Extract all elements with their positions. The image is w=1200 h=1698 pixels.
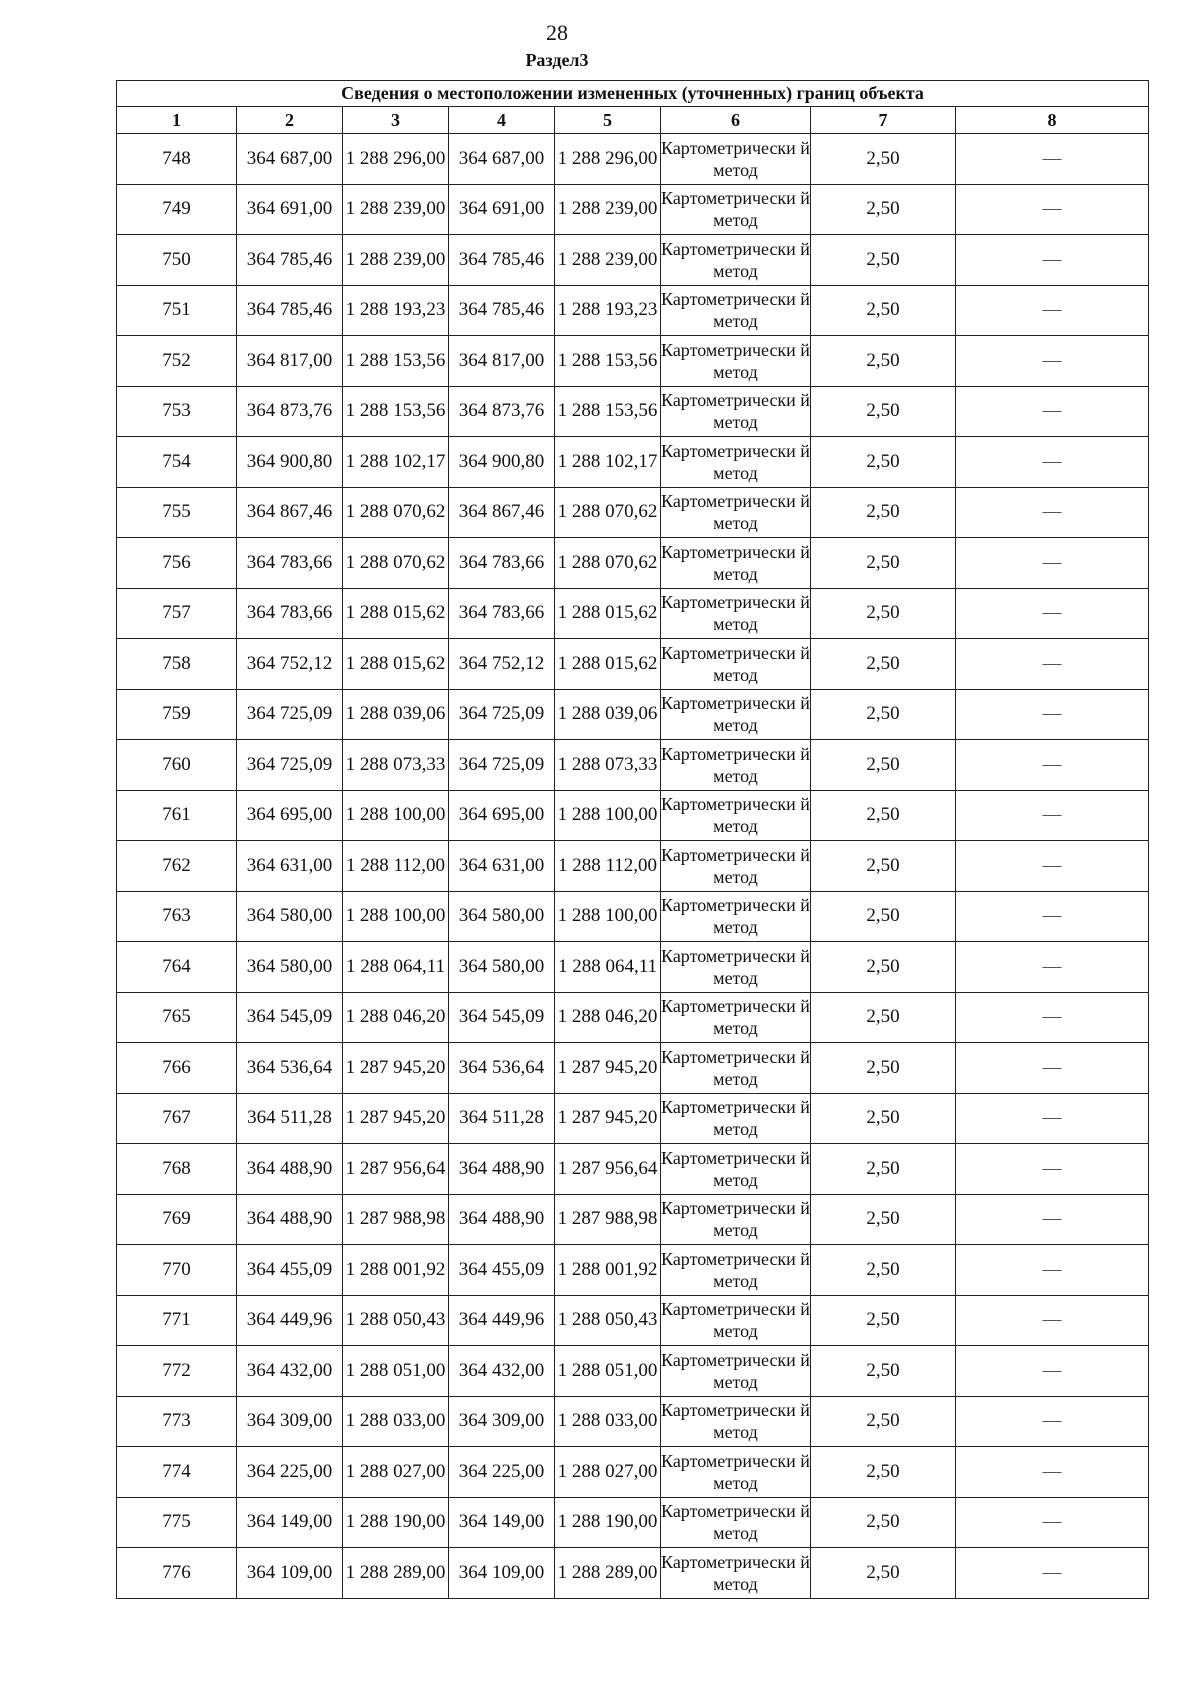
refined-x-cell: 364 785,46 xyxy=(449,235,555,286)
existing-x-cell: 364 225,00 xyxy=(237,1447,343,1498)
table-caption: Сведения о местоположении измененных (уточненных) границ объекта xyxy=(117,81,1149,107)
existing-y-cell: 1 288 050,43 xyxy=(343,1295,449,1346)
note-cell: — xyxy=(956,942,1149,993)
point-number-cell: 758 xyxy=(117,639,237,690)
table-row xyxy=(117,942,1149,993)
refined-y-cell: 1 287 945,20 xyxy=(555,1043,661,1094)
refined-x-cell: 364 783,66 xyxy=(449,538,555,589)
refined-y-cell: 1 288 039,06 xyxy=(555,689,661,740)
refined-y-cell: 1 288 112,00 xyxy=(555,841,661,892)
table-row xyxy=(117,588,1149,639)
note-cell: — xyxy=(956,1346,1149,1397)
refined-y-cell: 1 288 153,56 xyxy=(555,336,661,387)
refined-y-cell: 1 288 100,00 xyxy=(555,891,661,942)
table-row xyxy=(117,1548,1149,1599)
existing-x-cell: 364 536,64 xyxy=(237,1043,343,1094)
table-row xyxy=(117,487,1149,538)
accuracy-cell: 2,50 xyxy=(811,1194,956,1245)
point-number-cell: 754 xyxy=(117,437,237,488)
note-cell: — xyxy=(956,891,1149,942)
point-number-cell: 759 xyxy=(117,689,237,740)
existing-x-cell: 364 752,12 xyxy=(237,639,343,690)
boundary-coordinates-table xyxy=(116,80,1149,1599)
note-cell: — xyxy=(956,790,1149,841)
existing-x-cell: 364 449,96 xyxy=(237,1295,343,1346)
accuracy-cell: 2,50 xyxy=(811,538,956,589)
accuracy-cell: 2,50 xyxy=(811,134,956,185)
accuracy-cell: 2,50 xyxy=(811,942,956,993)
existing-y-cell: 1 288 153,56 xyxy=(343,386,449,437)
existing-x-cell: 364 488,90 xyxy=(237,1144,343,1195)
table-row xyxy=(117,639,1149,690)
existing-x-cell: 364 109,00 xyxy=(237,1548,343,1599)
accuracy-cell: 2,50 xyxy=(811,487,956,538)
method-cell: Картометрически й метод xyxy=(661,336,811,387)
refined-y-cell: 1 288 050,43 xyxy=(555,1295,661,1346)
note-cell: — xyxy=(956,588,1149,639)
point-number-cell: 773 xyxy=(117,1396,237,1447)
accuracy-cell: 2,50 xyxy=(811,336,956,387)
existing-x-cell: 364 545,09 xyxy=(237,992,343,1043)
accuracy-cell: 2,50 xyxy=(811,1144,956,1195)
note-cell: — xyxy=(956,336,1149,387)
existing-x-cell: 364 149,00 xyxy=(237,1497,343,1548)
note-cell: — xyxy=(956,235,1149,286)
refined-x-cell: 364 545,09 xyxy=(449,992,555,1043)
table-row xyxy=(117,336,1149,387)
accuracy-cell: 2,50 xyxy=(811,689,956,740)
note-cell: — xyxy=(956,386,1149,437)
note-cell: — xyxy=(956,1245,1149,1296)
note-cell: — xyxy=(956,639,1149,690)
note-cell: — xyxy=(956,1043,1149,1094)
refined-x-cell: 364 511,28 xyxy=(449,1093,555,1144)
table-row xyxy=(117,285,1149,336)
note-cell: — xyxy=(956,134,1149,185)
method-cell: Картометрически й метод xyxy=(661,1447,811,1498)
existing-x-cell: 364 455,09 xyxy=(237,1245,343,1296)
accuracy-cell: 2,50 xyxy=(811,285,956,336)
existing-x-cell: 364 873,76 xyxy=(237,386,343,437)
refined-x-cell: 364 691,00 xyxy=(449,184,555,235)
existing-y-cell: 1 287 956,64 xyxy=(343,1144,449,1195)
accuracy-cell: 2,50 xyxy=(811,1548,956,1599)
column-number-header: 5 xyxy=(555,107,661,134)
method-cell: Картометрически й метод xyxy=(661,740,811,791)
note-cell: — xyxy=(956,1447,1149,1498)
note-cell: — xyxy=(956,689,1149,740)
existing-y-cell: 1 288 001,92 xyxy=(343,1245,449,1296)
method-cell: Картометрически й метод xyxy=(661,1346,811,1397)
existing-y-cell: 1 288 296,00 xyxy=(343,134,449,185)
refined-x-cell: 364 725,09 xyxy=(449,689,555,740)
refined-y-cell: 1 287 988,98 xyxy=(555,1194,661,1245)
point-number-cell: 768 xyxy=(117,1144,237,1195)
existing-x-cell: 364 309,00 xyxy=(237,1396,343,1447)
existing-y-cell: 1 288 046,20 xyxy=(343,992,449,1043)
refined-y-cell: 1 288 001,92 xyxy=(555,1245,661,1296)
table-row xyxy=(117,1245,1149,1296)
refined-y-cell: 1 288 193,23 xyxy=(555,285,661,336)
existing-x-cell: 364 488,90 xyxy=(237,1194,343,1245)
method-cell: Картометрически й метод xyxy=(661,134,811,185)
refined-y-cell: 1 288 051,00 xyxy=(555,1346,661,1397)
method-cell: Картометрически й метод xyxy=(661,1497,811,1548)
table-row xyxy=(117,1447,1149,1498)
table-row xyxy=(117,134,1149,185)
existing-y-cell: 1 288 289,00 xyxy=(343,1548,449,1599)
method-cell: Картометрически й метод xyxy=(661,1043,811,1094)
existing-y-cell: 1 288 015,62 xyxy=(343,588,449,639)
existing-y-cell: 1 288 153,56 xyxy=(343,336,449,387)
table-row xyxy=(117,235,1149,286)
existing-y-cell: 1 288 070,62 xyxy=(343,487,449,538)
point-number-cell: 763 xyxy=(117,891,237,942)
existing-x-cell: 364 817,00 xyxy=(237,336,343,387)
accuracy-cell: 2,50 xyxy=(811,841,956,892)
point-number-cell: 753 xyxy=(117,386,237,437)
point-number-cell: 767 xyxy=(117,1093,237,1144)
existing-x-cell: 364 580,00 xyxy=(237,942,343,993)
note-cell: — xyxy=(956,1396,1149,1447)
column-number-header: 2 xyxy=(237,107,343,134)
note-cell: — xyxy=(956,437,1149,488)
point-number-cell: 769 xyxy=(117,1194,237,1245)
table-row xyxy=(117,1144,1149,1195)
method-cell: Картометрически й метод xyxy=(661,841,811,892)
method-cell: Картометрически й метод xyxy=(661,386,811,437)
note-cell: — xyxy=(956,487,1149,538)
accuracy-cell: 2,50 xyxy=(811,639,956,690)
existing-y-cell: 1 288 033,00 xyxy=(343,1396,449,1447)
point-number-cell: 755 xyxy=(117,487,237,538)
method-cell: Картометрически й метод xyxy=(661,639,811,690)
existing-y-cell: 1 288 100,00 xyxy=(343,891,449,942)
refined-x-cell: 364 225,00 xyxy=(449,1447,555,1498)
note-cell: — xyxy=(956,285,1149,336)
refined-y-cell: 1 288 033,00 xyxy=(555,1396,661,1447)
method-cell: Картометрически й метод xyxy=(661,184,811,235)
refined-y-cell: 1 288 070,62 xyxy=(555,487,661,538)
refined-x-cell: 364 631,00 xyxy=(449,841,555,892)
existing-x-cell: 364 900,80 xyxy=(237,437,343,488)
refined-y-cell: 1 288 070,62 xyxy=(555,538,661,589)
refined-x-cell: 364 867,46 xyxy=(449,487,555,538)
table-row xyxy=(117,891,1149,942)
table-row xyxy=(117,1396,1149,1447)
accuracy-cell: 2,50 xyxy=(811,1043,956,1094)
existing-y-cell: 1 288 015,62 xyxy=(343,639,449,690)
accuracy-cell: 2,50 xyxy=(811,1346,956,1397)
existing-y-cell: 1 288 039,06 xyxy=(343,689,449,740)
column-number-header: 7 xyxy=(811,107,956,134)
accuracy-cell: 2,50 xyxy=(811,184,956,235)
refined-y-cell: 1 287 956,64 xyxy=(555,1144,661,1195)
existing-y-cell: 1 288 070,62 xyxy=(343,538,449,589)
existing-y-cell: 1 288 190,00 xyxy=(343,1497,449,1548)
existing-x-cell: 364 432,00 xyxy=(237,1346,343,1397)
table-row xyxy=(117,1194,1149,1245)
refined-y-cell: 1 288 296,00 xyxy=(555,134,661,185)
refined-x-cell: 364 580,00 xyxy=(449,942,555,993)
existing-y-cell: 1 288 193,23 xyxy=(343,285,449,336)
method-cell: Картометрически й метод xyxy=(661,1396,811,1447)
note-cell: — xyxy=(956,538,1149,589)
accuracy-cell: 2,50 xyxy=(811,992,956,1043)
existing-x-cell: 364 783,66 xyxy=(237,538,343,589)
existing-x-cell: 364 867,46 xyxy=(237,487,343,538)
note-cell: — xyxy=(956,992,1149,1043)
point-number-cell: 751 xyxy=(117,285,237,336)
existing-y-cell: 1 288 112,00 xyxy=(343,841,449,892)
table-row xyxy=(117,740,1149,791)
method-cell: Картометрически й метод xyxy=(661,1548,811,1599)
refined-x-cell: 364 432,00 xyxy=(449,1346,555,1397)
point-number-cell: 775 xyxy=(117,1497,237,1548)
refined-x-cell: 364 873,76 xyxy=(449,386,555,437)
point-number-cell: 756 xyxy=(117,538,237,589)
column-number-header: 6 xyxy=(661,107,811,134)
page-number: 28 xyxy=(546,20,568,45)
refined-y-cell: 1 288 190,00 xyxy=(555,1497,661,1548)
method-cell: Картометрически й метод xyxy=(661,1093,811,1144)
existing-y-cell: 1 288 239,00 xyxy=(343,235,449,286)
column-number-header: 8 xyxy=(956,107,1149,134)
refined-x-cell: 364 536,64 xyxy=(449,1043,555,1094)
refined-x-cell: 364 488,90 xyxy=(449,1194,555,1245)
method-cell: Картометрически й метод xyxy=(661,790,811,841)
refined-y-cell: 1 288 239,00 xyxy=(555,184,661,235)
point-number-cell: 762 xyxy=(117,841,237,892)
existing-x-cell: 364 785,46 xyxy=(237,235,343,286)
refined-x-cell: 364 455,09 xyxy=(449,1245,555,1296)
point-number-cell: 757 xyxy=(117,588,237,639)
accuracy-cell: 2,50 xyxy=(811,1396,956,1447)
existing-x-cell: 364 725,09 xyxy=(237,689,343,740)
table-row xyxy=(117,992,1149,1043)
accuracy-cell: 2,50 xyxy=(811,891,956,942)
refined-y-cell: 1 288 027,00 xyxy=(555,1447,661,1498)
accuracy-cell: 2,50 xyxy=(811,1093,956,1144)
table-row xyxy=(117,841,1149,892)
method-cell: Картометрически й метод xyxy=(661,487,811,538)
method-cell: Картометрически й метод xyxy=(661,538,811,589)
table-row xyxy=(117,386,1149,437)
refined-x-cell: 364 695,00 xyxy=(449,790,555,841)
method-cell: Картометрически й метод xyxy=(661,437,811,488)
point-number-cell: 761 xyxy=(117,790,237,841)
existing-y-cell: 1 287 945,20 xyxy=(343,1043,449,1094)
note-cell: — xyxy=(956,184,1149,235)
table-row xyxy=(117,1295,1149,1346)
existing-x-cell: 364 725,09 xyxy=(237,740,343,791)
existing-y-cell: 1 288 100,00 xyxy=(343,790,449,841)
point-number-cell: 776 xyxy=(117,1548,237,1599)
refined-y-cell: 1 288 015,62 xyxy=(555,588,661,639)
accuracy-cell: 2,50 xyxy=(811,1497,956,1548)
method-cell: Картометрически й метод xyxy=(661,285,811,336)
existing-x-cell: 364 691,00 xyxy=(237,184,343,235)
note-cell: — xyxy=(956,1194,1149,1245)
refined-y-cell: 1 288 102,17 xyxy=(555,437,661,488)
accuracy-cell: 2,50 xyxy=(811,790,956,841)
existing-y-cell: 1 288 051,00 xyxy=(343,1346,449,1397)
method-cell: Картометрически й метод xyxy=(661,1144,811,1195)
accuracy-cell: 2,50 xyxy=(811,437,956,488)
table-row xyxy=(117,1346,1149,1397)
existing-y-cell: 1 288 102,17 xyxy=(343,437,449,488)
point-number-cell: 749 xyxy=(117,184,237,235)
table-row xyxy=(117,437,1149,488)
refined-x-cell: 364 783,66 xyxy=(449,588,555,639)
table-row xyxy=(117,184,1149,235)
existing-y-cell: 1 287 945,20 xyxy=(343,1093,449,1144)
refined-x-cell: 364 725,09 xyxy=(449,740,555,791)
point-number-cell: 766 xyxy=(117,1043,237,1094)
refined-x-cell: 364 109,00 xyxy=(449,1548,555,1599)
note-cell: — xyxy=(956,841,1149,892)
refined-x-cell: 364 817,00 xyxy=(449,336,555,387)
table-row xyxy=(117,538,1149,589)
existing-y-cell: 1 288 027,00 xyxy=(343,1447,449,1498)
section-title: Раздел3 xyxy=(525,50,589,70)
refined-x-cell: 364 149,00 xyxy=(449,1497,555,1548)
existing-y-cell: 1 288 073,33 xyxy=(343,740,449,791)
accuracy-cell: 2,50 xyxy=(811,740,956,791)
existing-y-cell: 1 288 239,00 xyxy=(343,184,449,235)
accuracy-cell: 2,50 xyxy=(811,1295,956,1346)
refined-y-cell: 1 288 073,33 xyxy=(555,740,661,791)
point-number-cell: 760 xyxy=(117,740,237,791)
method-cell: Картометрически й метод xyxy=(661,1295,811,1346)
refined-x-cell: 364 488,90 xyxy=(449,1144,555,1195)
point-number-cell: 764 xyxy=(117,942,237,993)
existing-x-cell: 364 580,00 xyxy=(237,891,343,942)
existing-x-cell: 364 695,00 xyxy=(237,790,343,841)
note-cell: — xyxy=(956,1144,1149,1195)
column-number-header: 3 xyxy=(343,107,449,134)
table-row xyxy=(117,1093,1149,1144)
accuracy-cell: 2,50 xyxy=(811,1447,956,1498)
point-number-cell: 774 xyxy=(117,1447,237,1498)
note-cell: — xyxy=(956,1295,1149,1346)
refined-y-cell: 1 288 046,20 xyxy=(555,992,661,1043)
method-cell: Картометрически й метод xyxy=(661,992,811,1043)
refined-x-cell: 364 580,00 xyxy=(449,891,555,942)
point-number-cell: 752 xyxy=(117,336,237,387)
existing-x-cell: 364 783,66 xyxy=(237,588,343,639)
refined-y-cell: 1 288 239,00 xyxy=(555,235,661,286)
refined-x-cell: 364 752,12 xyxy=(449,639,555,690)
existing-x-cell: 364 631,00 xyxy=(237,841,343,892)
refined-y-cell: 1 288 015,62 xyxy=(555,639,661,690)
existing-y-cell: 1 288 064,11 xyxy=(343,942,449,993)
point-number-cell: 771 xyxy=(117,1295,237,1346)
method-cell: Картометрически й метод xyxy=(661,235,811,286)
method-cell: Картометрически й метод xyxy=(661,1245,811,1296)
refined-y-cell: 1 288 100,00 xyxy=(555,790,661,841)
point-number-cell: 765 xyxy=(117,992,237,1043)
method-cell: Картометрически й метод xyxy=(661,942,811,993)
refined-x-cell: 364 687,00 xyxy=(449,134,555,185)
point-number-cell: 748 xyxy=(117,134,237,185)
refined-x-cell: 364 449,96 xyxy=(449,1295,555,1346)
refined-x-cell: 364 309,00 xyxy=(449,1396,555,1447)
note-cell: — xyxy=(956,1093,1149,1144)
accuracy-cell: 2,50 xyxy=(811,386,956,437)
refined-y-cell: 1 288 289,00 xyxy=(555,1548,661,1599)
refined-y-cell: 1 288 064,11 xyxy=(555,942,661,993)
refined-x-cell: 364 900,80 xyxy=(449,437,555,488)
point-number-cell: 772 xyxy=(117,1346,237,1397)
accuracy-cell: 2,50 xyxy=(811,1245,956,1296)
column-number-header: 1 xyxy=(117,107,237,134)
existing-x-cell: 364 785,46 xyxy=(237,285,343,336)
table-row xyxy=(117,689,1149,740)
accuracy-cell: 2,50 xyxy=(811,235,956,286)
refined-y-cell: 1 287 945,20 xyxy=(555,1093,661,1144)
table-body xyxy=(117,134,1149,1599)
method-cell: Картометрически й метод xyxy=(661,1194,811,1245)
method-cell: Картометрически й метод xyxy=(661,689,811,740)
existing-x-cell: 364 511,28 xyxy=(237,1093,343,1144)
refined-x-cell: 364 785,46 xyxy=(449,285,555,336)
point-number-cell: 770 xyxy=(117,1245,237,1296)
note-cell: — xyxy=(956,1497,1149,1548)
existing-x-cell: 364 687,00 xyxy=(237,134,343,185)
existing-y-cell: 1 287 988,98 xyxy=(343,1194,449,1245)
accuracy-cell: 2,50 xyxy=(811,588,956,639)
refined-y-cell: 1 288 153,56 xyxy=(555,386,661,437)
method-cell: Картометрически й метод xyxy=(661,588,811,639)
table-row xyxy=(117,1497,1149,1548)
table-row xyxy=(117,1043,1149,1094)
column-number-row xyxy=(117,107,1149,134)
method-cell: Картометрически й метод xyxy=(661,891,811,942)
point-number-cell: 750 xyxy=(117,235,237,286)
note-cell: — xyxy=(956,1548,1149,1599)
note-cell: — xyxy=(956,740,1149,791)
table-row xyxy=(117,790,1149,841)
column-number-header: 4 xyxy=(449,107,555,134)
